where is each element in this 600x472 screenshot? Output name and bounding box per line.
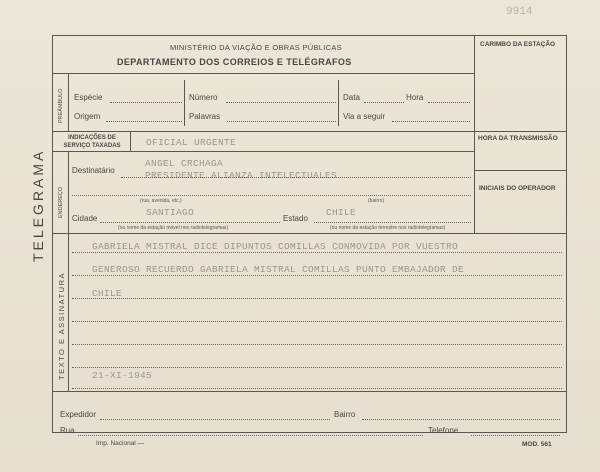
palavras-label: Palavras	[189, 112, 221, 121]
estado-label: Estado	[283, 214, 308, 223]
iniciais-label: INICIAIS DO OPERADOR	[479, 185, 556, 192]
origem-label: Origem	[74, 112, 101, 121]
message-line-2: GENEROSO RECUERDO GABRIELA MISTRAL COMILLAS PUNTO EMBAJADOR DE	[92, 264, 465, 275]
message-line-1: GABRIELA MISTRAL DICE DIPUNTOS COMILLAS CONMOVIDA POR VUESTRO	[92, 241, 459, 252]
destinatario-line1: ANGEL CRCHAGA	[145, 158, 224, 169]
hora-label: Hora	[406, 93, 424, 102]
rua-hint: (rua, avenida, etc.)	[140, 198, 182, 204]
ministry-title: MINISTÉRIO DA VIAÇÃO E OBRAS PÚBLICAS	[170, 43, 342, 52]
cidade-value: SANTIAGO	[146, 207, 195, 218]
imprensa-label: Imp. Nacional —	[96, 440, 145, 447]
address-side-label: ENDEREÇO	[58, 186, 64, 218]
destinatario-label: Destinatário	[72, 166, 115, 175]
modelo-label: MOD. 561	[522, 441, 552, 448]
especie-label: Espécie	[74, 93, 103, 102]
message-line-3: CHILE	[92, 288, 123, 299]
rua-label: Rua	[60, 426, 75, 435]
service-value: OFICIAL URGENTE	[146, 137, 237, 148]
data-label: Data	[343, 93, 360, 102]
stamp-number: 9914	[506, 6, 533, 18]
numero-label: Número	[189, 93, 218, 102]
expedidor-label: Expedidor	[60, 410, 97, 419]
side-title: TELEGRAMA	[30, 148, 46, 262]
bairro-label: Bairro	[334, 410, 356, 419]
bairro-hint: (bairro)	[368, 198, 385, 204]
telefone-label: Telefone	[428, 426, 459, 435]
text-side-label: TEXTO E ASSINATURA	[57, 272, 66, 380]
service-label: INDICAÇÕES DE SERVIÇO TAXADAS	[63, 135, 121, 149]
cidade-label: Cidade	[72, 214, 98, 223]
carimbo-label: CARIMBO DA ESTAÇÃO	[480, 41, 556, 48]
message-date: 21-XI-1945	[92, 370, 153, 381]
preamble-side-label: PREÂMBULO	[58, 88, 64, 123]
estado-value: CHILE	[326, 207, 357, 218]
cidade-hint: (ou nome da estação móvel nos radiotelegramas)	[118, 225, 229, 231]
hora-transmissao-label: HORA DA TRANSMISSÃO	[478, 135, 558, 142]
via-label: Via a seguir	[343, 112, 386, 121]
estado-hint: (ou nome da estação terrestre nos radiotelegramas)	[330, 225, 446, 231]
destinatario-line2: PRESIDENTE ALIANZA INTELECTUALES	[145, 170, 338, 181]
department-title: DEPARTAMENTO DOS CORREIOS E TELÉGRAFOS	[117, 57, 352, 67]
